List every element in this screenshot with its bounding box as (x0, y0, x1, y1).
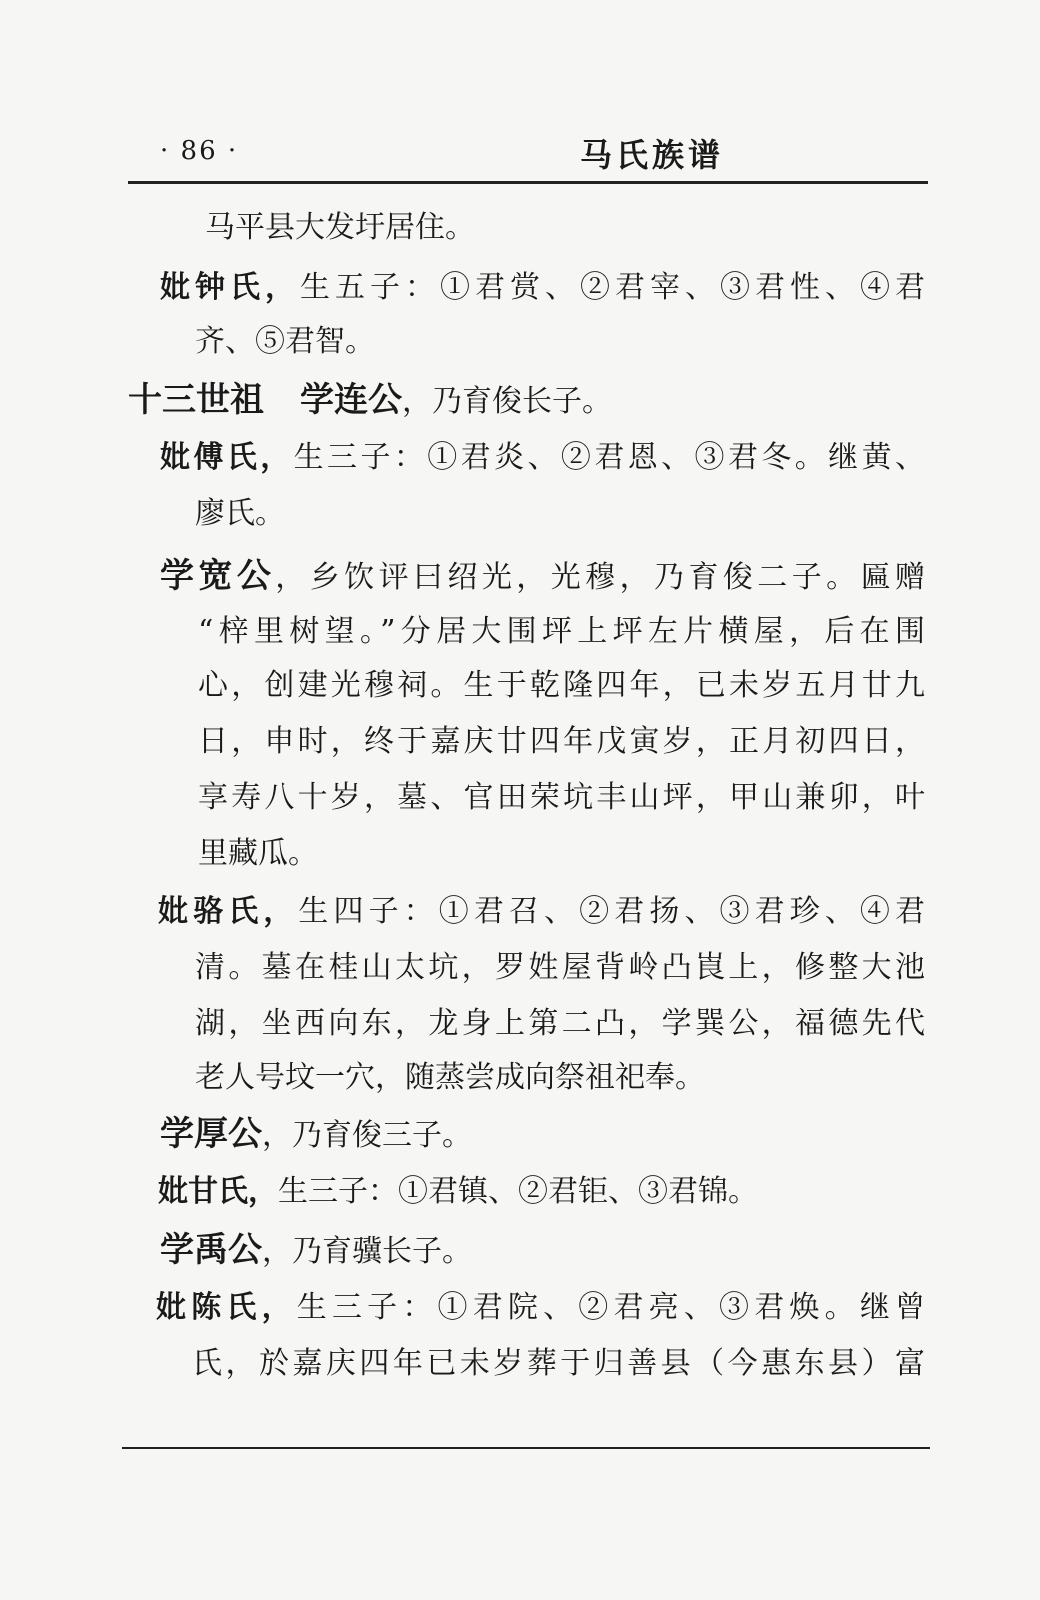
text-line (160, 268, 925, 308)
text-line-content: 生三子：①君镇、②君钜、③君锦。 (278, 1174, 758, 1209)
text-line (192, 1344, 925, 1384)
generation-title: 十三世祖 (128, 380, 264, 420)
text-line-content: 享寿八十岁，墓、官田荣坑丰山坪，甲山兼卯，叶 (198, 780, 925, 815)
text-line-content: 齐、⑤君智。 (195, 324, 375, 359)
text-line (160, 1230, 472, 1270)
text-line-content: ，乡饮评曰绍光，光穆，乃育俊二子。匾赠 (275, 560, 926, 595)
text-line (195, 1058, 705, 1098)
text-line (195, 948, 925, 988)
text-line-content: 老人号坟一穴，随蒸尝成向祭祖祀奉。 (195, 1060, 705, 1095)
text-line (198, 666, 925, 706)
text-line-content: 生四子：①君召、②君扬、③君珍、④君 (298, 894, 926, 929)
person-name: 妣骆氏， (158, 894, 299, 929)
text-line-content: 日，申时，终于嘉庆廿四年戊寅岁，正月初四日， (198, 724, 925, 759)
text-line (160, 556, 925, 596)
text-line-content: ，乃育骥长子。 (262, 1234, 472, 1269)
person-name: 学厚公 (160, 1114, 262, 1154)
text-line-content: 湖，坐西向东，龙身上第二凸，学巽公，福德先代 (195, 1006, 925, 1041)
text-line (160, 438, 925, 478)
person-name: 学禹公 (160, 1230, 262, 1270)
text-line (195, 1004, 925, 1044)
text-line (205, 208, 475, 248)
footer-rule (122, 1447, 930, 1449)
text-line-content: 生三子：①君院、②君亮、③君焕。继曾 (296, 1290, 926, 1325)
page-number: · 86 · (160, 136, 239, 166)
text-line-content: ，乃育俊长子。 (402, 384, 612, 419)
text-line-content: “梓里树望。”分居大围坪上坪左片横屋，后在围 (198, 614, 925, 649)
text-line (160, 1114, 472, 1154)
text-line (195, 494, 285, 534)
text-line-content: 氏，於嘉庆四年已未岁葬于归善县（今惠东县）富 (192, 1346, 925, 1381)
text-line (158, 1172, 758, 1212)
person-name: 妣傅氏， (160, 440, 294, 475)
text-line (198, 612, 925, 652)
person-name: 妣钟氏， (160, 270, 300, 305)
text-line-content: 生三子：①君炎、②君恩、③君冬。继黄、 (293, 440, 926, 475)
text-line-content: 心，创建光穆祠。生于乾隆四年，已未岁五月廿九 (198, 668, 925, 703)
person-name: 学宽公 (160, 556, 276, 596)
person-name: 妣甘氏， (158, 1174, 278, 1209)
person-name: 学连公 (300, 380, 402, 420)
text-line-content: 廖氏。 (195, 496, 285, 531)
text-line-content: ，乃育俊三子。 (262, 1118, 472, 1153)
generation-line (128, 380, 612, 420)
text-line-content: 生五子：①君赏、②君宰、③君性、④君 (300, 270, 925, 305)
person-name: 妣陈氏， (156, 1290, 297, 1325)
text-line (198, 778, 925, 818)
text-line-content: 马平县大发圩居住。 (205, 210, 475, 245)
text-line-content: 里藏瓜。 (198, 836, 318, 871)
text-line-content: 清。墓在桂山太坑，罗姓屋背岭凸崀上，修整大池 (195, 950, 925, 985)
text-line (158, 892, 925, 932)
text-line (195, 322, 375, 362)
text-line (198, 722, 925, 762)
text-line (156, 1288, 925, 1328)
text-line (198, 834, 318, 874)
book-title: 马氏族谱 (580, 136, 725, 174)
